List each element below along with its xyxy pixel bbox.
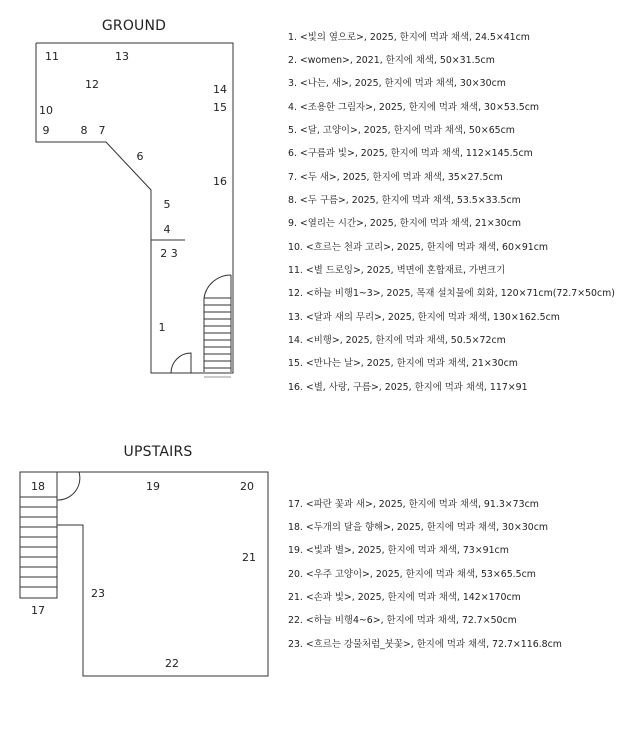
upstairs-label: 22 [165,657,179,670]
list-item: 11. <별 드로잉>, 2025, 벽면에 혼합재료, 가변크기 [288,265,506,276]
list-item: 4. <조용한 그림자>, 2025, 한지에 먹과 채색, 30×53.5cm [288,102,539,113]
list-item: 7. <두 새>, 2025, 한지에 먹과 채색, 35×27.5cm [288,172,503,183]
ground-label: 16 [213,175,227,188]
upstairs-label: 17 [31,604,45,617]
ground-label: 13 [115,50,129,63]
list-item: 8. <두 구름>, 2025, 한지에 먹과 채색, 53.5×33.5cm [288,195,521,206]
upstairs-label: 20 [240,480,254,493]
ground-label: 14 [213,83,227,96]
ground-label: 2 3 [160,247,178,260]
ground-title: GROUND [101,18,167,34]
list-item: 3. <나는, 새>, 2025, 한지에 먹과 채색, 30×30cm [288,78,506,89]
list-item: 6. <구름과 빛>, 2025, 한지에 먹과 채색, 112×145.5cm [288,148,533,159]
list-item: 19. <빛과 별>, 2025, 한지에 먹과 채색, 73×91cm [288,545,509,556]
list-item: 14. <비행>, 2025, 한지에 먹과 채색, 50.5×72cm [288,335,506,346]
ground-label: 5 [163,198,171,211]
list-item: 13. <달과 새의 무리>, 2025, 한지에 먹과 채색, 130×162.5cm [288,312,560,323]
upstairs-label: 23 [91,587,105,600]
list-item: 17. <파란 꽃과 새>, 2025, 한지에 먹과 채색, 91.3×73cm [288,499,539,510]
upstairs-title: UPSTAIRS [123,444,193,460]
ground-label: 4 [163,223,171,236]
ground-door-arc-icon [171,353,191,373]
ground-label: 6 [136,150,144,163]
ground-label: 15 [213,101,227,114]
list-item: 1. <빛의 옆으로>, 2025, 한지에 먹과 채색, 24.5×41cm [288,32,530,43]
ground-label: 7 [98,124,106,137]
ground-floor-outline [36,43,233,373]
ground-artwork-list [288,32,628,402]
upstairs-label: 18 [31,480,45,493]
ground-label: 12 [85,78,99,91]
list-item: 16. <별, 사랑, 구름>, 2025, 한지에 먹과 채색, 117×91 [288,382,528,393]
upstairs-door-arc-icon [57,472,80,500]
list-item: 10. <흐르는 천과 고리>, 2025, 한지에 먹과 채색, 60×91cm [288,242,549,253]
upstairs-artwork-list [288,499,628,659]
ground-label: 9 [42,124,50,137]
list-item: 23. <흐르는 강물처럼_붓꽃>, 한지에 먹과 채색, 72.7×116.8cm [288,639,562,650]
upstairs-floor-outline [57,472,268,676]
list-item: 9. <열리는 시간>, 2025, 한지에 먹과 채색, 21×30cm [288,218,521,229]
list-item: 20. <우주 고양이>, 2025, 한지에 먹과 채색, 53×65.5cm [288,569,536,580]
list-item: 5. <달, 고양이>, 2025, 한지에 먹과 채색, 50×65cm [288,125,515,136]
ground-label: 8 [80,124,88,137]
ground-label: 11 [45,50,59,63]
upstairs-label: 21 [242,551,256,564]
ground-label: 10 [39,104,53,117]
list-item: 21. <손과 빛>, 2025, 한지에 먹과 채색, 142×170cm [288,592,521,603]
list-item: 12. <하늘 비행1~3>, 2025, 목재 설치물에 회화, 120×71cm(72.7×50cm) [288,288,615,299]
list-item: 2. <women>, 2021, 한지에 채색, 50×31.5cm [288,55,495,66]
ground-stairs-icon [204,275,231,377]
list-item: 15. <만나는 날>, 2025, 한지에 먹과 채색, 21×30cm [288,358,518,369]
upstairs-label: 19 [146,480,160,493]
list-item: 22. <하늘 비행4~6>, 한지에 먹과 채색, 72.7×50cm [288,615,517,626]
ground-label: 1 [158,321,166,334]
list-item: 18. <두개의 달을 향해>, 2025, 한지에 먹과 채색, 30×30cm [288,522,549,533]
